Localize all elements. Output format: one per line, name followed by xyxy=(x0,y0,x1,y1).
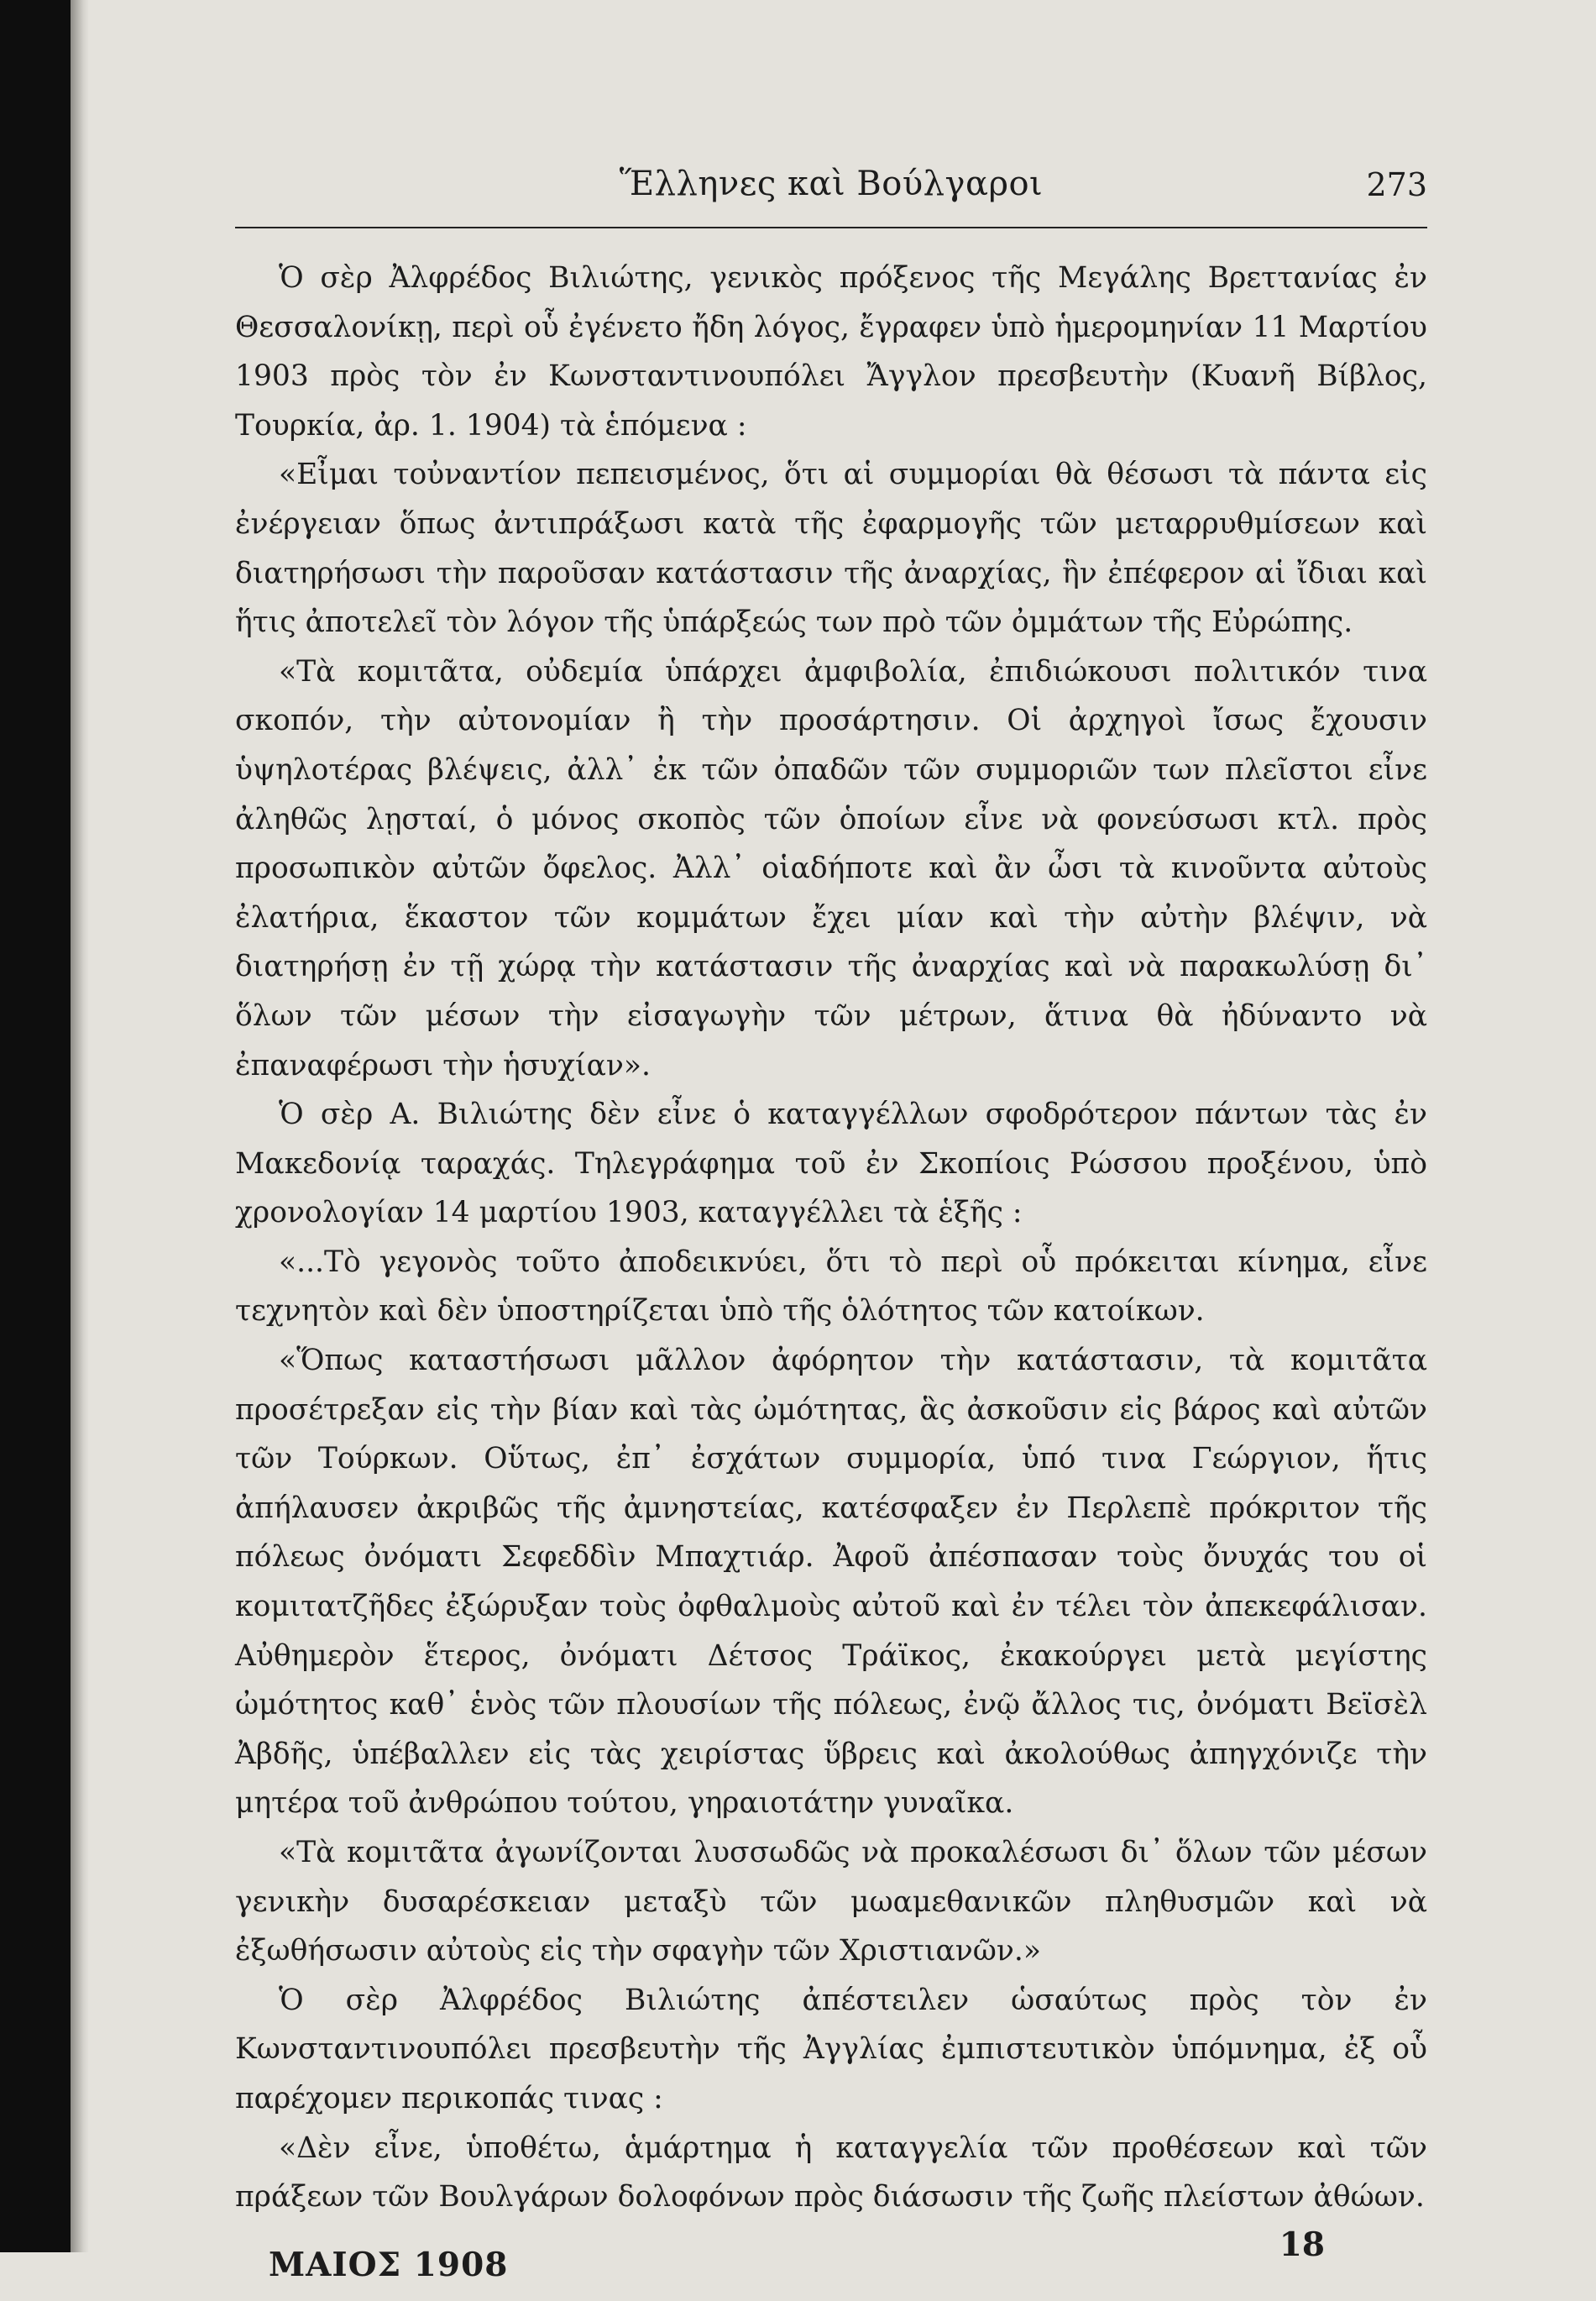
paragraph: «Ὅπως καταστήσωσι μᾶλλον ἀφόρητον τὴν κατάστασιν, τὰ κομιτᾶτα προσέτρεξαν εἰς τὴν βίαν καὶ τὰς ὠμότητας, ἃς ἀσκοῦσιν εἰς βάρος καὶ αὐτῶν τῶν Τούρκων. Οὕτως, ἐπ᾽ ἐσχάτων συμμορία, ὑπό τινα Γεώργιον, ἥτις ἀπήλαυσεν ἀκριβῶς τῆς ἀμνηστείας, κατέσφαξεν ἐν Περλεπὲ πρόκριτον τῆς πόλεως ὀνόματι Σεφεδδὶν Μπαχτιάρ. Ἀφοῦ ἀπέσπασαν τοὺς ὄνυχάς του οἱ κομιτατζῆδες ἐξώρυξαν τοὺς ὀφθαλμοὺς αὐτοῦ καὶ ἐν τέλει τὸν ἀπεκεφάλισαν. Αὐθημερὸν ἕτερος, ὀνόματι Δέτσος Τράϊκος, ἐκακούργει μετὰ μεγίστης ὠμότητος καθ᾽ ἑνὸς τῶν πλουσίων τῆς πόλεως, ἐνῷ ἄλλος τις, ὀνόματι Βεϊσὲλ Ἀβδῆς, ὑπέβαλλεν εἰς τὰς χειρίστας ὕβρεις καὶ ἀκολούθως ἀπηγχόνιζε τὴν μητέρα τοῦ ἀνθρώπου τούτου, γηραιοτάτην γυναῖκα. xyxy=(235,1344,1427,1821)
paragraph: «Δὲν εἶνε, ὑποθέτω, ἁμάρτημα ἡ καταγγελία τῶν προθέσεων καὶ τῶν πράξεων τῶν Βουλγάρων δολοφόνων πρὸς διάσωσιν τῆς ζωῆς πλείστων ἀθώων. xyxy=(235,2131,1427,2215)
signature-mark: 18 xyxy=(1279,2225,1325,2264)
paragraph: Ὁ σὲρ Ἀλφρέδος Βιλιώτης, γενικὸς πρόξενος τῆς Μεγάλης Βρεττανίας ἐν Θεσσαλονίκῃ, περὶ οὗ ἐγένετο ἤδη λόγος, ἔγραφεν ὑπὸ ἡμερομηνίαν 11 Μαρτίου 1903 πρὸς τὸν ἐν Κωνσταντινουπόλει Ἄγγλον πρεσβευτὴν (Κυανῆ Βίβλος, Τουρκία, ἀρ. 1. 1904) τὰ ἑπόμενα : xyxy=(235,261,1427,443)
paragraph: «Εἶμαι τοὐναντίον πεπεισμένος, ὅτι αἱ συμμορίαι θὰ θέσωσι τὰ πάντα εἰς ἐνέργειαν ὅπως ἀντιπράξωσι κατὰ τῆς ἐφαρμογῆς τῶν μεταρρυθμίσεων καὶ διατηρήσωσι τὴν παροῦσαν κατάστασιν τῆς ἀναρχίας, ἣν ἐπέφερον αἱ ἴδιαι καὶ ἥτις ἀποτελεῖ τὸν λόγον τῆς ὑπάρξεώς των πρὸ τῶν ὀμμάτων τῆς Εὐρώπης. xyxy=(235,458,1427,640)
paragraph: Ὁ σὲρ Ἀλφρέδος Βιλιώτης ἀπέστειλεν ὡσαύτως πρὸς τὸν ἐν Κωνσταντινουπόλει πρεσβευτὴν τῆς Ἀγγλίας ἐμπιστευτικὸν ὑπόμνημα, ἐξ οὗ παρέχομεν περικοπάς τινας : xyxy=(235,1983,1427,2115)
book-page xyxy=(235,160,1427,2301)
paragraph: «Τὰ κομιτᾶτα, οὐδεμία ὑπάρχει ἀμφιβολία, ἐπιδιώκουσι πολιτικόν τινα σκοπόν, τὴν αὐτονομίαν ἢ τὴν προσάρτησιν. Οἱ ἀρχηγοὶ ἴσως ἔχουσιν ὑψηλοτέρας βλέψεις, ἀλλ᾽ ἐκ τῶν ὀπαδῶν τῶν συμμοριῶν των πλεῖστοι εἶνε ἀληθῶς λῃσταί, ὁ μόνος σκοπὸς τῶν ὁποίων εἶνε νὰ φονεύσωσι κτλ. πρὸς προσωπικὸν αὐτῶν ὄφελος. Ἀλλ᾽ οἱαδήποτε καὶ ἂν ὦσι τὰ κινοῦντα αὐτοὺς ἐλατήρια, ἕκαστον τῶν κομμάτων ἔχει μίαν καὶ τὴν αὐτὴν βλέψιν, νὰ διατηρήσῃ ἐν τῇ χώρᾳ τὴν κατάστασιν τῆς ἀναρχίας καὶ νὰ παρακωλύσῃ δι᾽ ὅλων τῶν μέσων τὴν εἰσαγωγὴν τῶν μέτρων, ἅτινα θὰ ἠδύναντο νὰ ἐπαναφέρωσι τὴν ἡσυχίαν». xyxy=(235,654,1427,1082)
book-binding-shadow xyxy=(0,0,71,2252)
running-title: Ἕλληνες καὶ Βούλγαροι xyxy=(619,165,1044,203)
paragraph: «Τὰ κομιτᾶτα ἀγωνίζονται λυσσωδῶς νὰ προκαλέσωσι δι᾽ ὅλων τῶν μέσων γενικὴν δυσαρέσκειαν μεταξὺ τῶν μωαμεθανικῶν πληθυσμῶν καὶ νὰ ἐξωθήσωσιν αὐτοὺς εἰς τὴν σφαγὴν τῶν Χριστιανῶν.» xyxy=(235,1836,1427,1968)
header-rule xyxy=(235,227,1427,228)
page-header xyxy=(235,160,1427,227)
issue-mark: ΜΑΙΟΣ 1908 xyxy=(269,2245,509,2284)
paragraph: «...Τὸ γεγονὸς τοῦτο ἀποδεικνύει, ὅτι τὸ περὶ οὗ πρόκειται κίνημα, εἶνε τεχνητὸν καὶ δὲν ὑποστηρίζεται ὑπὸ τῆς ὁλότητος τῶν κατοίκων. xyxy=(235,1245,1427,1329)
page-number: 273 xyxy=(1366,166,1427,203)
page-footer xyxy=(235,2225,1427,2301)
paragraph: Ὁ σὲρ Α. Βιλιώτης δὲν εἶνε ὁ καταγγέλλων σφοδρότερον πάντων τὰς ἐν Μακεδονίᾳ ταραχάς. Τηλεγράφημα τοῦ ἐν Σκοπίοις Ρώσσου προξένου, ὑπὸ χρονολογίαν 14 μαρτίου 1903, καταγγέλλει τὰ ἑξῆς : xyxy=(235,1098,1427,1230)
page-gutter-edge xyxy=(71,0,89,2252)
body-text xyxy=(235,254,1427,2222)
